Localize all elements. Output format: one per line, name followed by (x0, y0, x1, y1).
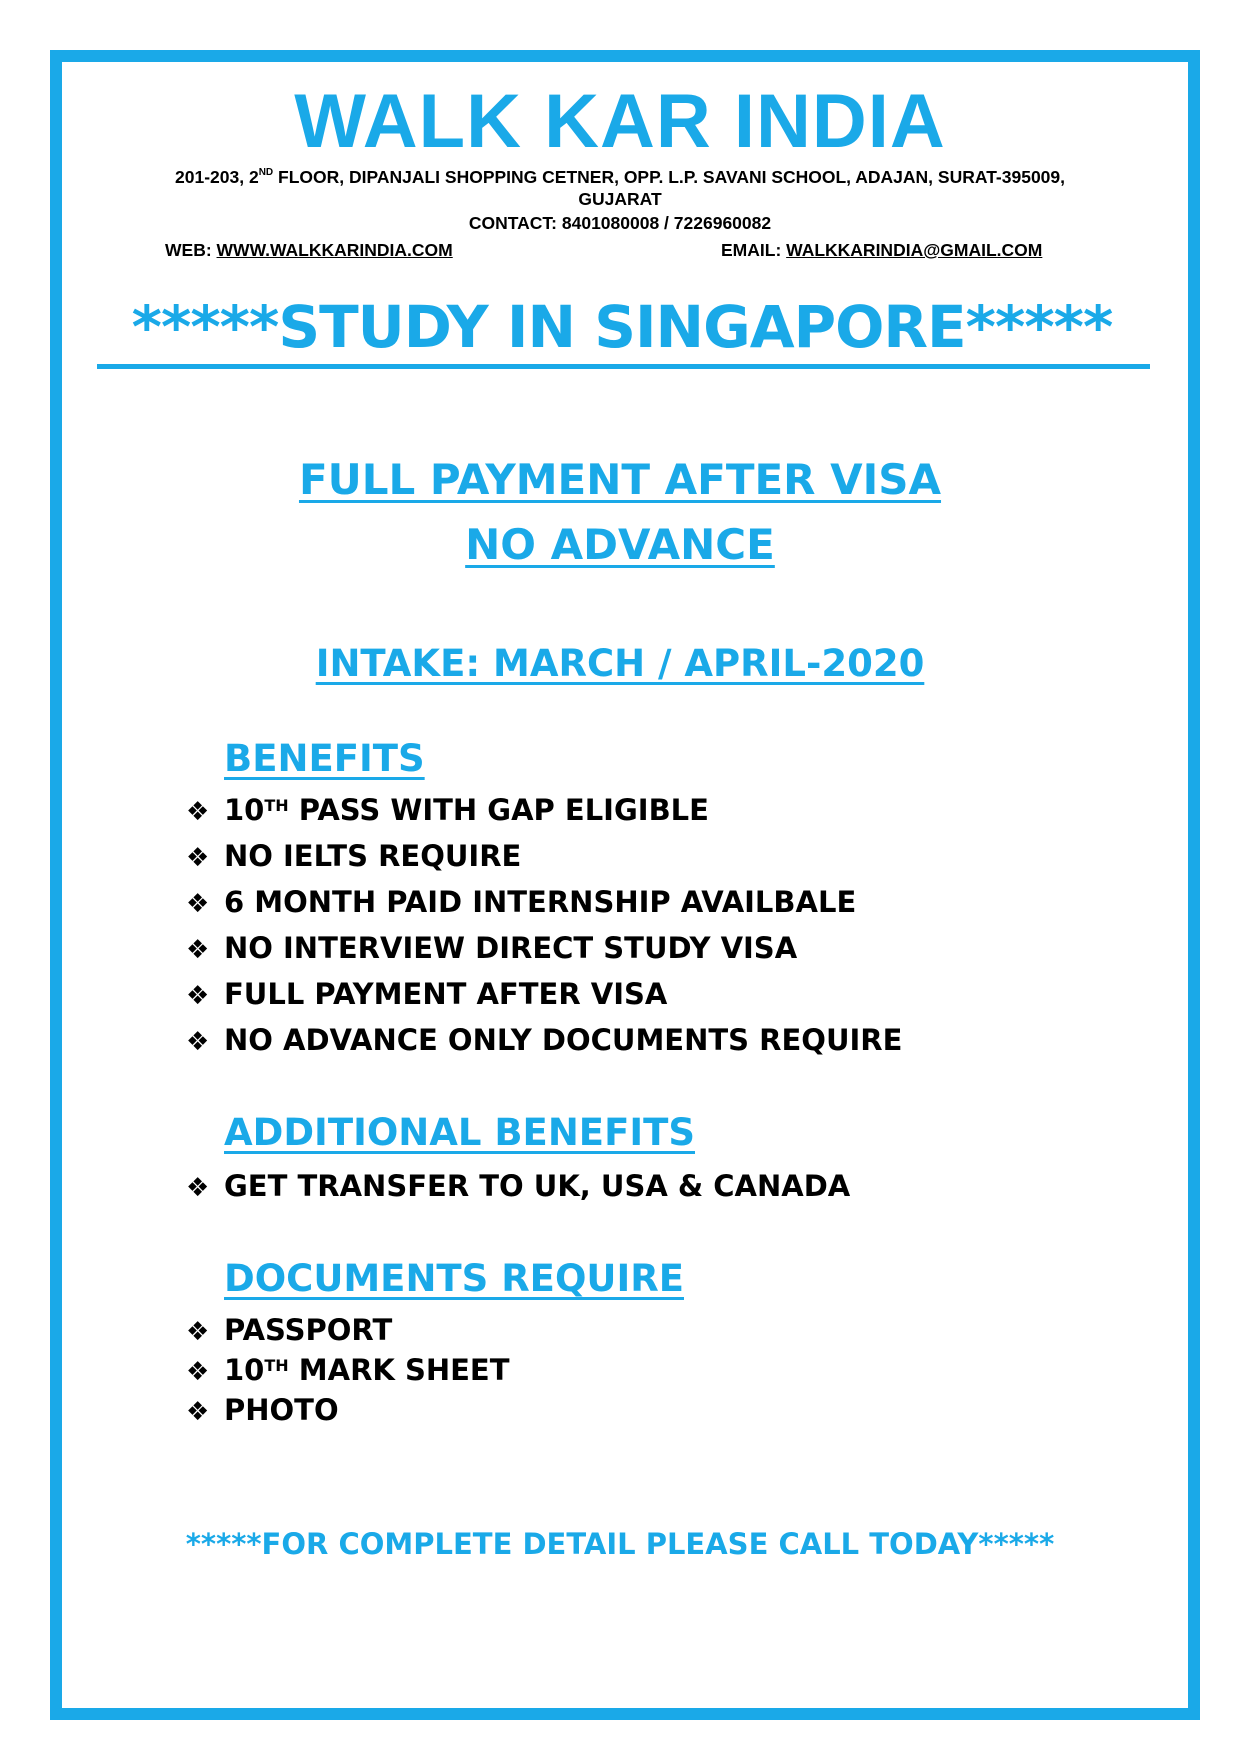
offer-line2: NO ADVANCE (465, 520, 775, 569)
footer-call-to-action: *****FOR COMPLETE DETAIL PLEASE CALL TODAY***** (185, 1527, 1055, 1561)
item-text-suffix: MARK SHEET (288, 1353, 510, 1387)
item-text: NO INTERVIEW DIRECT STUDY VISA (224, 931, 798, 965)
list-item (186, 1163, 850, 1209)
item-superscript: TH (264, 1356, 289, 1375)
diamond-bullet-icon: ❖ (186, 1397, 210, 1427)
item-text-suffix: PASS WITH GAP ELIGIBLE (288, 793, 709, 827)
benefits-title: BENEFITS (224, 737, 425, 780)
list-item (186, 879, 902, 925)
address-line2: GUJARAT (578, 189, 662, 209)
documents-title: DOCUMENTS REQUIRE (224, 1257, 684, 1300)
list-item (186, 1017, 902, 1063)
diamond-bullet-icon: ❖ (186, 797, 210, 827)
email-label: EMAIL: (721, 240, 787, 260)
additional-benefits-title: ADDITIONAL BENEFITS (224, 1111, 695, 1154)
intake: INTAKE: MARCH / APRIL-2020 (315, 642, 925, 685)
diamond-bullet-icon: ❖ (186, 889, 210, 919)
list-item (186, 1310, 510, 1350)
address-superscript: ND (258, 167, 274, 178)
email-link[interactable]: WALKKARINDIA@GMAIL.COM (786, 240, 1043, 260)
diamond-bullet-icon: ❖ (186, 1357, 210, 1387)
item-text: PASSPORT (224, 1313, 393, 1347)
list-item (186, 833, 902, 879)
contact-numbers: CONTACT: 8401080008 / 7226960082 (468, 213, 772, 233)
company-name: WALK KAR INDIA (294, 79, 946, 164)
item-text: NO ADVANCE ONLY DOCUMENTS REQUIRE (224, 1023, 903, 1057)
web-label: WEB: (165, 240, 217, 260)
diamond-bullet-icon: ❖ (186, 935, 210, 965)
diamond-bullet-icon: ❖ (186, 1317, 210, 1347)
diamond-bullet-icon: ❖ (186, 1027, 210, 1057)
list-item (186, 925, 902, 971)
item-text: GET TRANSFER TO UK, USA & CANADA (224, 1169, 851, 1203)
benefits-list (186, 787, 902, 1063)
list-item (186, 1350, 510, 1390)
item-text: 10 (224, 1353, 265, 1387)
diamond-bullet-icon: ❖ (186, 843, 210, 873)
item-text: PHOTO (224, 1393, 339, 1427)
website (165, 240, 453, 261)
address (0, 166, 1240, 210)
additional-benefits-list (186, 1163, 850, 1209)
item-text: 6 MONTH PAID INTERNSHIP AVAILBALE (224, 885, 857, 919)
headline: *****STUDY IN SINGAPORE***** (131, 293, 1113, 361)
web-link[interactable]: WWW.WALKKARINDIA.COM (216, 240, 453, 260)
address-part1: 201-203, 2 (175, 167, 259, 187)
item-text: 10 (224, 793, 265, 827)
headline-underline (97, 364, 1150, 369)
list-item (186, 1390, 510, 1430)
diamond-bullet-icon: ❖ (186, 981, 210, 1011)
list-item (186, 787, 902, 833)
email (721, 240, 1042, 261)
item-text: FULL PAYMENT AFTER VISA (224, 977, 668, 1011)
item-text: NO IELTS REQUIRE (224, 839, 522, 873)
address-part2: FLOOR, DIPANJALI SHOPPING CETNER, OPP. L.P. SAVANI SCHOOL, ADAJAN, SURAT-395009, (273, 167, 1065, 187)
list-item (186, 971, 902, 1017)
documents-list (186, 1310, 510, 1430)
item-superscript: TH (264, 796, 289, 815)
offer-line1: FULL PAYMENT AFTER VISA (298, 455, 942, 504)
diamond-bullet-icon: ❖ (186, 1173, 210, 1203)
